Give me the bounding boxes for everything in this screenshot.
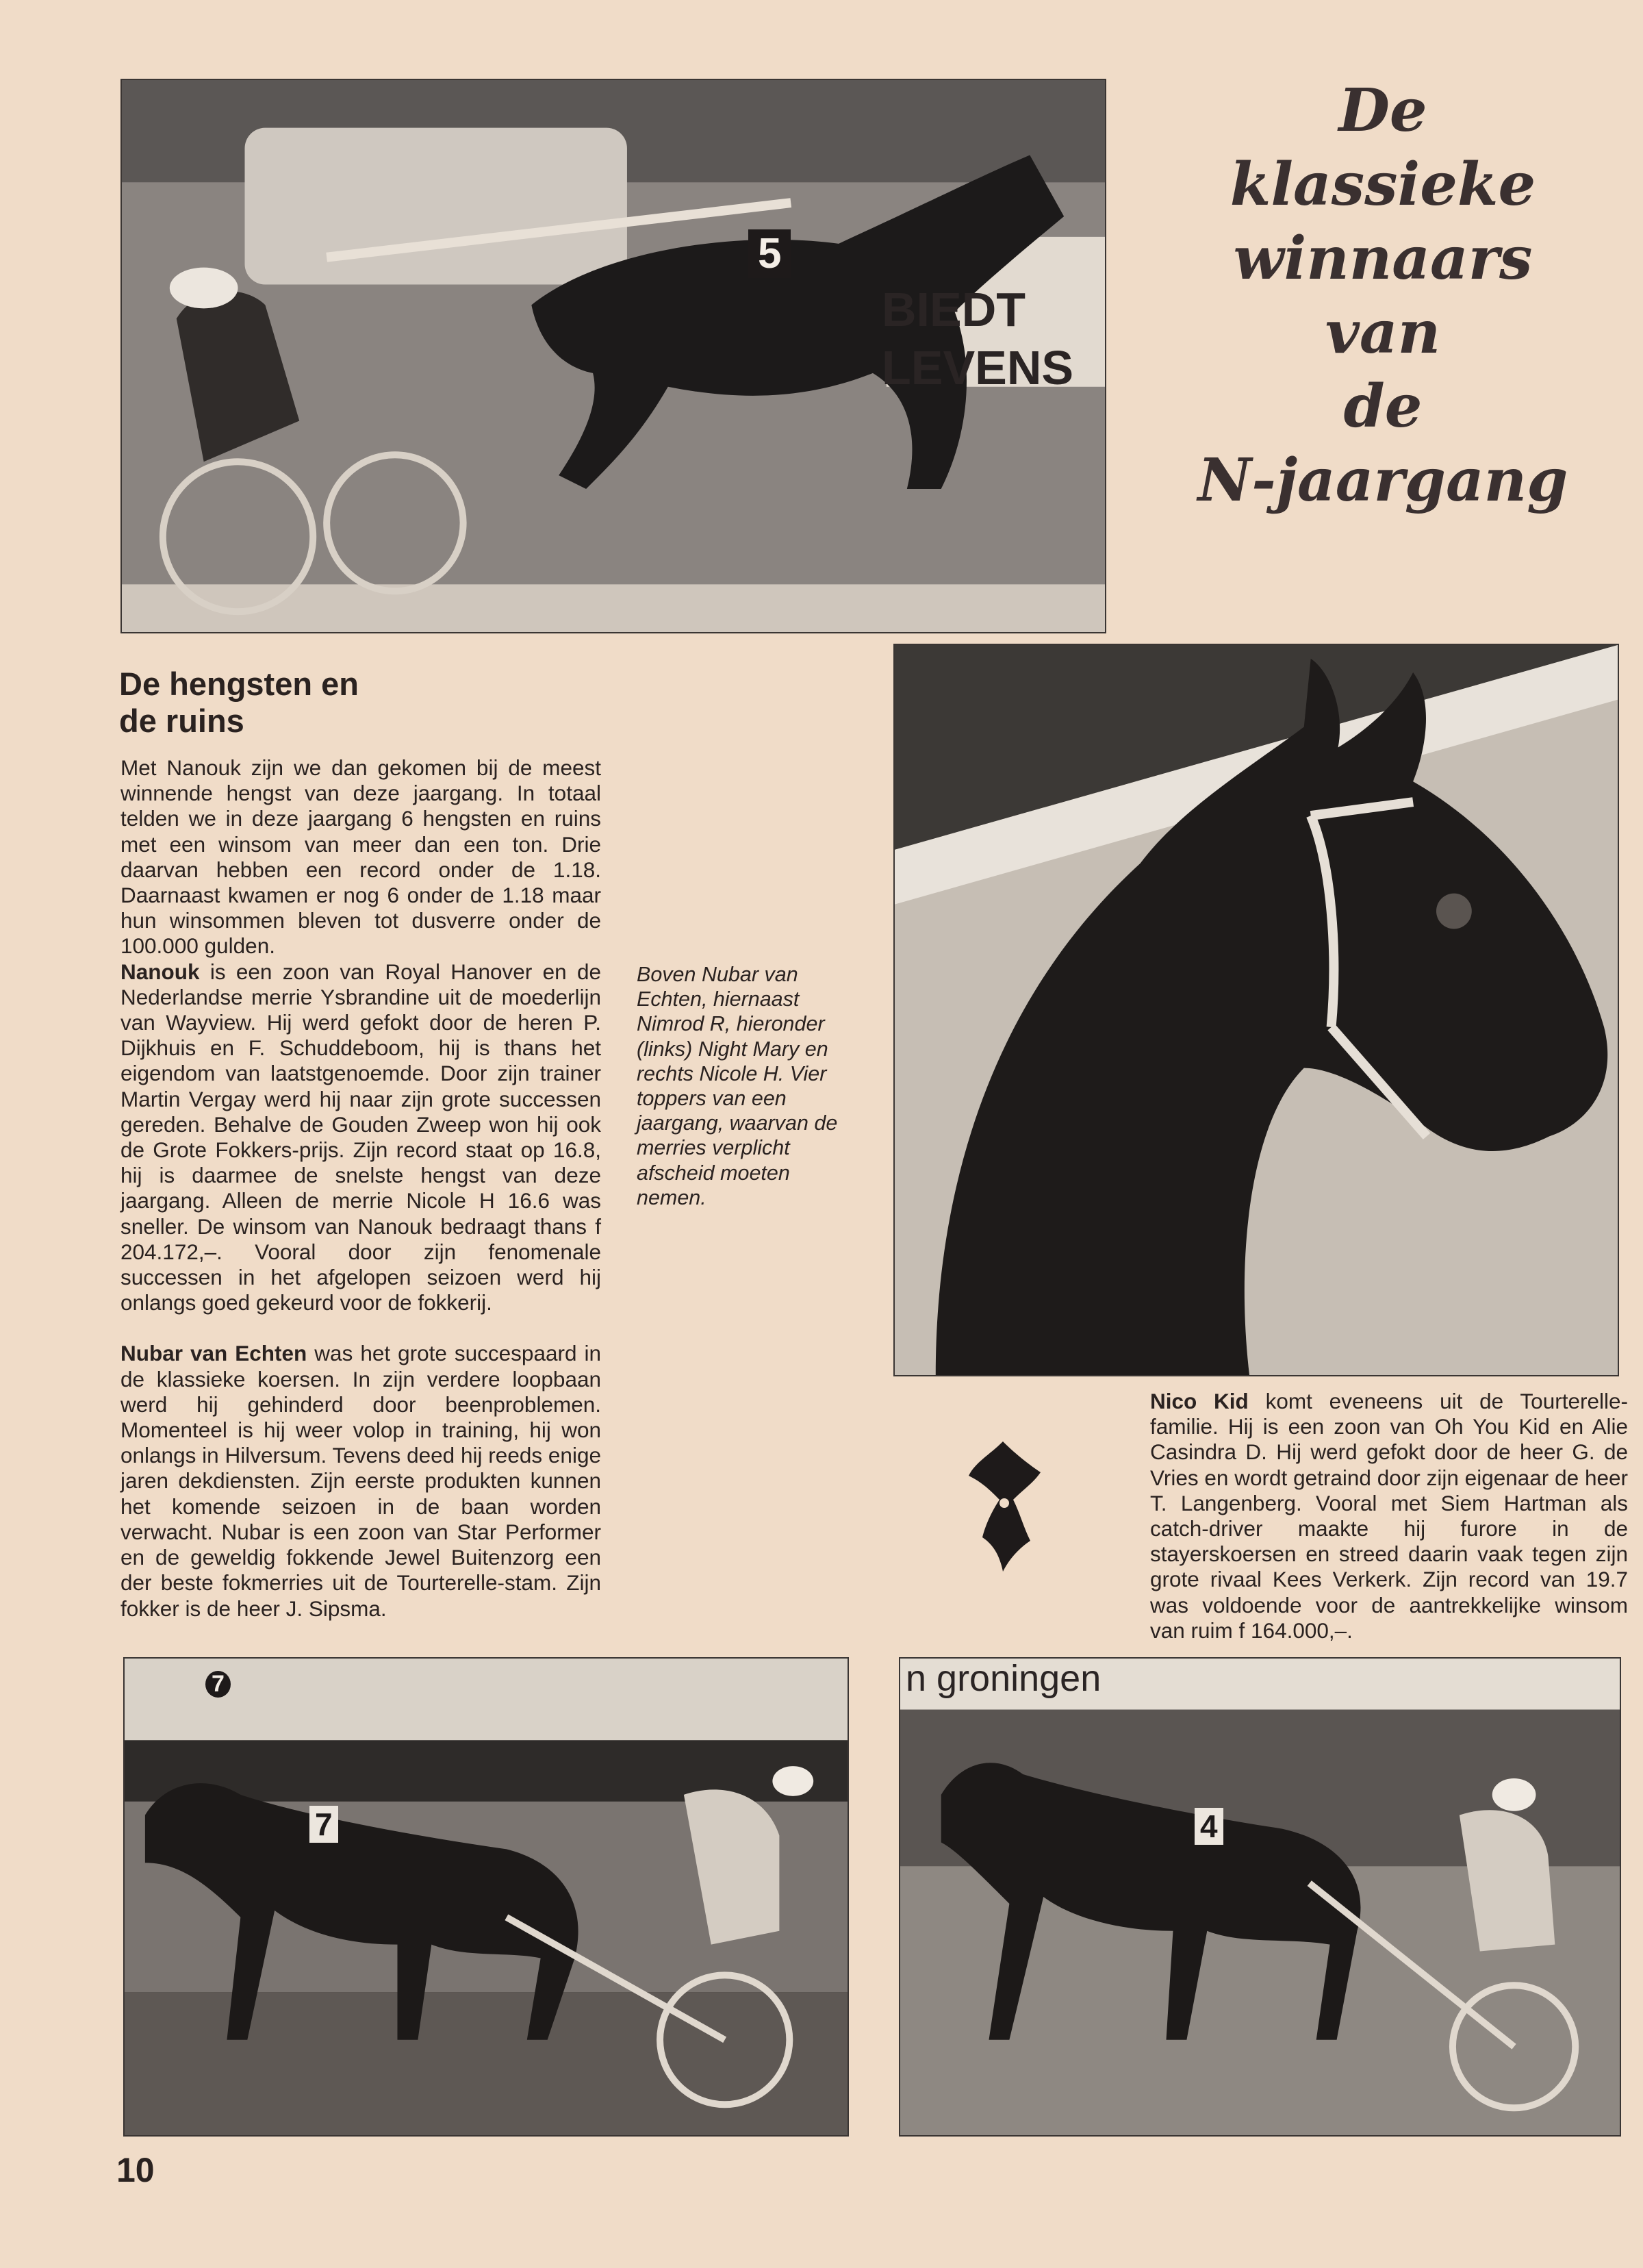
- heading-line: De hengsten en: [119, 666, 359, 702]
- title-line: N-jaargang: [1197, 446, 1568, 515]
- title-line: winnaars: [1233, 224, 1533, 293]
- photo-caption: Boven Nubar van Echten, hiernaast Nimrod R, hieronder (links) Night Mary en rechts Nicole H. Vier toppers van een jaargang, waarvan de merries verplicht afscheid moeten nemen.: [637, 963, 838, 1209]
- title-line: van: [1325, 298, 1441, 367]
- paragraph-text: is een zoon van Royal Hanover en de Nederlandse merrie Ysbrandine uit de moederlijn van Wayview. Hij werd gefokt door de heren P. Dijkhuis en F. Schuddeboom, hij is thans het eigendom van laatstgenoemde. Door zijn trainer Martin Vergay werd hij naar zijn grote successen gereden. Behalve de Gouden Zweep won hij ook de Grote Fokkers-prijs. Zijn record staat op 16.8, hij is daarmee de snelste hengst van deze jaargang. Alleen de merrie Nicole H 16.6 was sneller. De winsom van Nanouk bedraagt thans f 204.172,–. Vooral door zijn fenomenale successen in het afgelopen seizoen werd hij onlangs goed gekeurd voor de fokkerij.: [120, 959, 601, 1315]
- photo-nimrod-r: [893, 644, 1619, 1376]
- heading-line: de ruins: [119, 703, 244, 739]
- title-line: de: [1343, 372, 1423, 441]
- horse-name: Nubar van Echten: [120, 1341, 307, 1366]
- section-heading: [119, 666, 502, 740]
- paragraph-text: komt eveneens uit de Tourterelle-familie. Hij is een zoon van Oh You Kid en Alie Casindra D. Hij werd gefokt door de heer G. de Vries en wordt getraind door zijn eigenaar de heer T. Langenberg. Vooral met Siem Hartman als catch-driver maakte hij furore in de stayerskoersen en streed daarin vaak tegen zijn grote rivaal Kees Verkerk. Zijn record van 19.7 was voldoende voor de aantrekkelijke winsom van ruim f 164.000,–.: [1150, 1389, 1628, 1643]
- sulky-number: 7: [309, 1806, 338, 1843]
- photo-right-illustration: [895, 645, 1618, 1375]
- holly-ornament-icon: [962, 1435, 1044, 1578]
- sulky-number: 4: [1195, 1808, 1223, 1845]
- horse-name: Nico Kid: [1150, 1389, 1249, 1413]
- photo-left-bottom-illustration: [125, 1659, 848, 2135]
- article-paragraph: [120, 1341, 601, 1621]
- page-title: [1164, 74, 1602, 518]
- article-paragraph: [120, 959, 601, 1316]
- horse-name: Nanouk: [120, 959, 200, 984]
- banner-text: LEVENS: [882, 341, 1074, 394]
- photo-nicole-h: [899, 1657, 1621, 2137]
- sulky-number: 5: [748, 229, 791, 278]
- banner-text: BIEDT: [882, 283, 1026, 336]
- article-paragraph: [1150, 1389, 1628, 1643]
- title-line: De: [1338, 76, 1427, 145]
- photo-night-mary: [123, 1657, 849, 2137]
- banner-text: n groningen: [906, 1658, 1101, 1699]
- photo-right-bottom-illustration: [900, 1659, 1620, 2135]
- cap-number: 7: [205, 1671, 231, 1698]
- photo-nubar-van-echten: [120, 79, 1106, 633]
- article-column: [120, 755, 601, 1622]
- page-number: 10: [116, 2151, 155, 2189]
- title-line: klassieke: [1230, 150, 1536, 219]
- article-paragraph: Met Nanouk zijn we dan gekomen bij de meest winnende hengst van deze jaargang. In totaal telden we in deze jaargang 6 hengsten en ruins met een winsom van meer dan een ton. Drie daarvan hebben een record onder de 1.18. Daarnaast kwamen er nog 6 onder de 1.18 maar hun winsommen bleven tot dusverre onder de 100.000 gulden.: [120, 755, 601, 959]
- nico-kid-column: [1150, 1389, 1628, 1643]
- paragraph-text: was het grote succespaard in de klassieke koersen. In zijn verdere loopbaan werd hij gehinderd door beenproblemen. Momenteel is hij weer volop in training, hij won onlangs in Hilversum. Tevens deed hij reeds enige jaren dekdiensten. Zijn eerste produkten kunnen het komende seizoen in de baan worden verwacht. Nubar is een zoon van Star Performer en de geweldig fokkende Jewel Buitenzorg een der beste fokmerries uit de Tourterelle-stam. Zijn fokker is de heer J. Sipsma.: [120, 1341, 602, 1621]
